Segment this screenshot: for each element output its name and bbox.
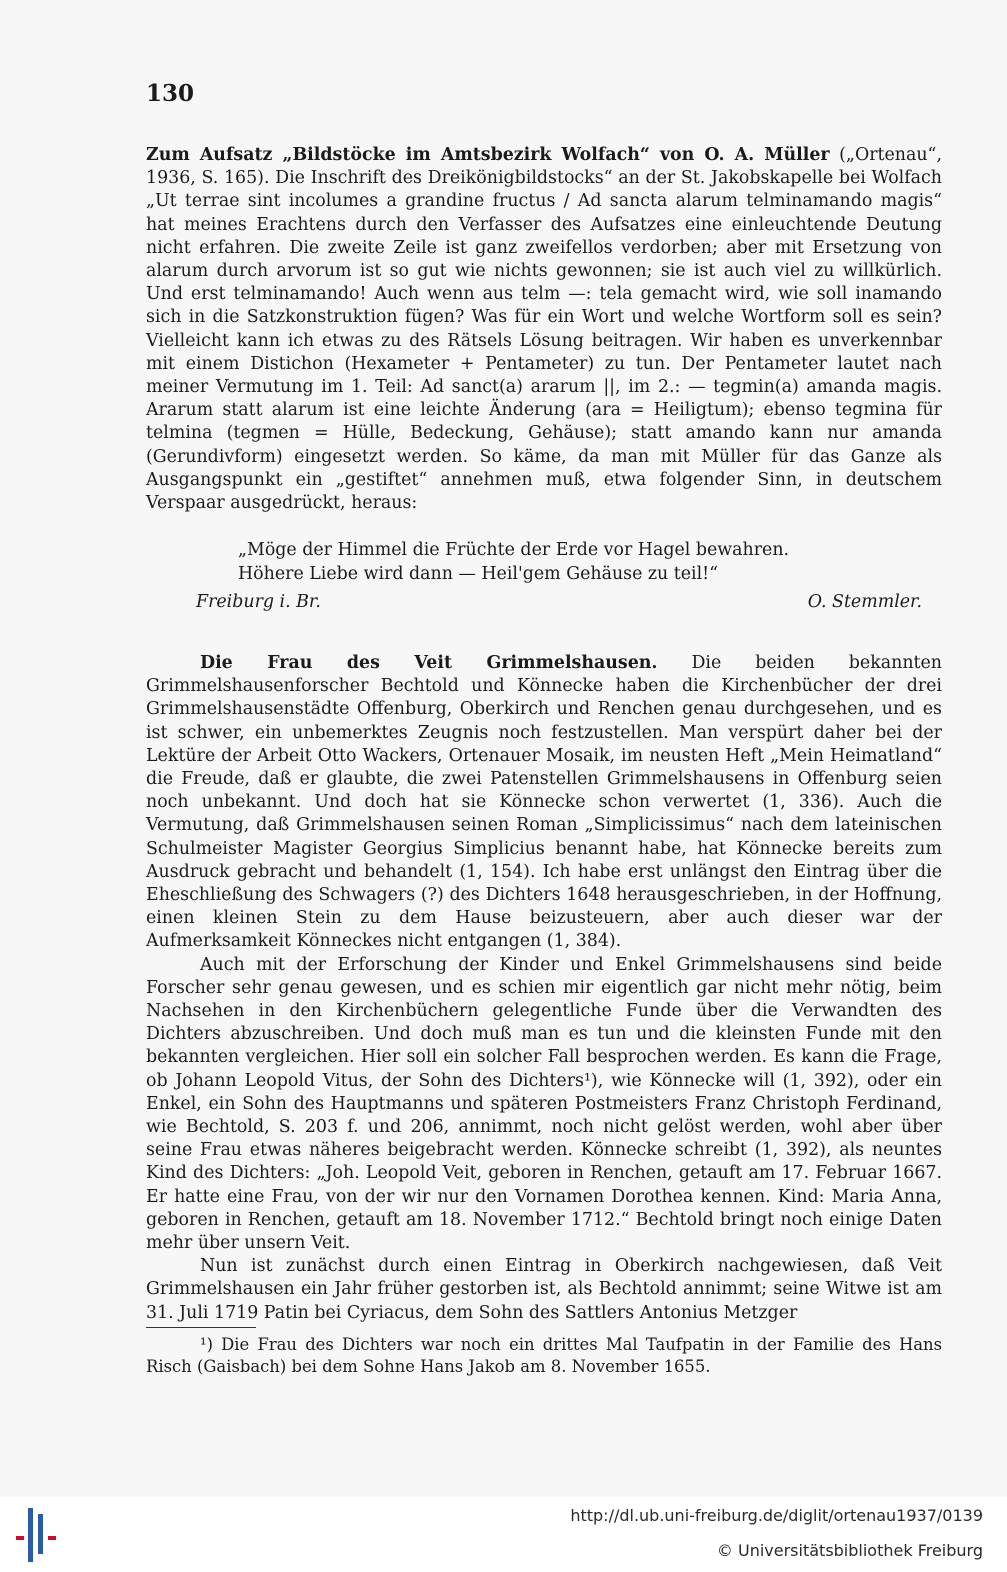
signature-place: Freiburg i. Br.	[196, 592, 321, 612]
article-body: Die beiden bekannten Grimmelshausenforscher Bechtold und Könnecke haben die Kirchenbücher der drei Grimmelshausenstädte Offenburg, Oberkirch und Renchen genau durchgesehen, und es ist schwer, ein unbemerktes Zeugnis noch festzustellen. Man verspürt daher bei der Lektüre der Arbeit Otto Wackers, Ortenauer Mosaik, im neusten Heft „Mein Heimatland“ die Freude, daß er glaubte, die zwei Patenstellen Grimmelshausens in Offenburg seien noch unbekannt. Und doch hat sie Könnecke schon verwertet (1, 336). Auch die Vermutung, daß Grimmelshausen seinen Roman „Simplicissimus“ nach dem lateinischen Schulmeister Magister Georgius Simplicius benannt habe, hat Könnecke bereits zum Ausdruck gebracht und behandelt (1, 154). Ich habe erst unlängst den Eintrag über die Eheschließung des Schwagers (?) des Dichters 1648 herausgeschrieben, in der Hoffnung, einen kleinen Stein zu dem Hause beizusteuern, aber auch dieser war der Aufmerksamkeit Könneckes nicht entgangen (1, 384).	[146, 653, 942, 952]
verse-line: Höhere Liebe wird dann — Heil'gem Gehäuse zu teil!“	[238, 564, 719, 584]
article-paragraph: Nun ist zunächst durch einen Eintrag in Oberkirch nachgewiesen, daß Veit Grimmelshausen ein Jahr früher gestorben ist, als Bechtold annimmt; seine Witwe ist am 31. Juli 1719 Patin bei Cyriacus, dem Sohn des Sattlers Antonius Metzger	[146, 1256, 942, 1323]
article-inscription	[146, 144, 942, 515]
verse-line: „Möge der Himmel die Früchte der Erde vor Hagel bewahren.	[238, 540, 790, 560]
article-body: („Ortenau“, 1936, S. 165). Die Inschrift des Dreikönigbildstocks“ an der St. Jakobskapelle bei Wolfach „Ut terrae sint incolumes a grandine fructus / Ad sancta alarum telminamando magis“ hat meines Erachtens durch den Verfasser des Aufsatzes eine einleuchtende Deutung nicht erfahren. Die zweite Zeile ist ganz zweifellos verdorben; aber mit Ersetzung von alarum durch arvorum ist so gut wie nichts gewonnen; sie ist auch viel zu willkürlich. Und erst telminamando! Auch wenn aus telm —: tela gemacht wird, wie soll inamando sich in die Satzkonstruktion fügen? Was für ein Wort und welche Wortform soll es sein? Vielleicht kann ich etwas zu des Rätsels Lösung beitragen. Wir haben es unverkennbar mit einem Distichon (Hexameter + Pentameter) zu tun. Der Pentameter lautet nach meiner Vermutung im 1. Teil: Ad sanct(a) ararum ||, im 2.: — tegmin(a) amanda magis. Ararum statt alarum ist eine leichte Änderung (ara = Heiligtum); ebenso tegmina für telmina (tegmen = Hülle, Bedeckung, Gehäuse); statt amando kann nur amanda (Gerundivform) eingesetzt werden. So käme, da man mit Müller für das Ganze als Ausgangspunkt ein „gestiftet“ annehmen muß, etwa folgender Sinn, in deutschem Verspaar ausgedrückt, heraus:	[146, 145, 942, 514]
verse-couplet	[238, 538, 918, 586]
library-logo-icon	[12, 1508, 62, 1562]
article-paragraph	[146, 652, 942, 954]
footnote-divider	[146, 1327, 256, 1328]
article-lead: Zum Aufsatz „Bildstöcke im Amtsbezirk Wolfach“ von O. A. Müller	[146, 145, 830, 165]
signature-author: O. Stemmler.	[807, 592, 922, 612]
permalink-link[interactable]: http://dl.ub.uni-freiburg.de/diglit/ortenau1937/0139	[570, 1506, 983, 1525]
footnote: ¹) Die Frau des Dichters war noch ein drittes Mal Taufpatin in der Familie des Hans Risch (Gaisbach) bei dem Sohne Hans Jakob am 8. November 1655.	[146, 1335, 942, 1376]
page-number: 130	[146, 80, 195, 107]
article-grimmelshausen	[146, 652, 942, 1325]
article-paragraph	[146, 144, 942, 515]
signature	[196, 592, 922, 618]
article-paragraph: Auch mit der Erforschung der Kinder und Enkel Grimmelshausens sind beide Forscher sehr genau gewesen, und es schien mir eigentlich gar nicht mehr nötig, beim Nachsehen in den Kirchenbüchern gelegentliche Funde über die Verwandten des Dichters abzuschreiben. Und doch muß man es tun und die kleinsten Funde mit den bekannten vergleichen. Hier soll ein solcher Fall besprochen werden. Es kann die Frage, ob Johann Leopold Vitus, der Sohn des Dichters¹), wie Könnecke will (1, 392), oder ein Enkel, ein Sohn des Hauptmanns und späteren Postmeisters Franz Christoph Ferdinand, wie Bechtold, S. 203 f. und 206, annimmt, noch nicht gelöst werden, wohl aber über seine Frau etwas näheres beigebracht werden. Könnecke schreibt (1, 392), als neuntes Kind des Dichters: „Joh. Leopold Veit, geboren in Renchen, getauft am 17. Februar 1667. Er hatte eine Frau, von der wir nur den Vornamen Dorothea kennen. Kind: Maria Anna, geboren in Renchen, getauft am 18. November 1712.“ Bechtold bringt noch einige Daten mehr über unsern Veit.	[146, 954, 942, 1254]
copyright-text: © Universitätsbibliothek Freiburg	[716, 1541, 983, 1560]
article-lead: Die Frau des Veit Grimmelshausen.	[200, 653, 658, 673]
